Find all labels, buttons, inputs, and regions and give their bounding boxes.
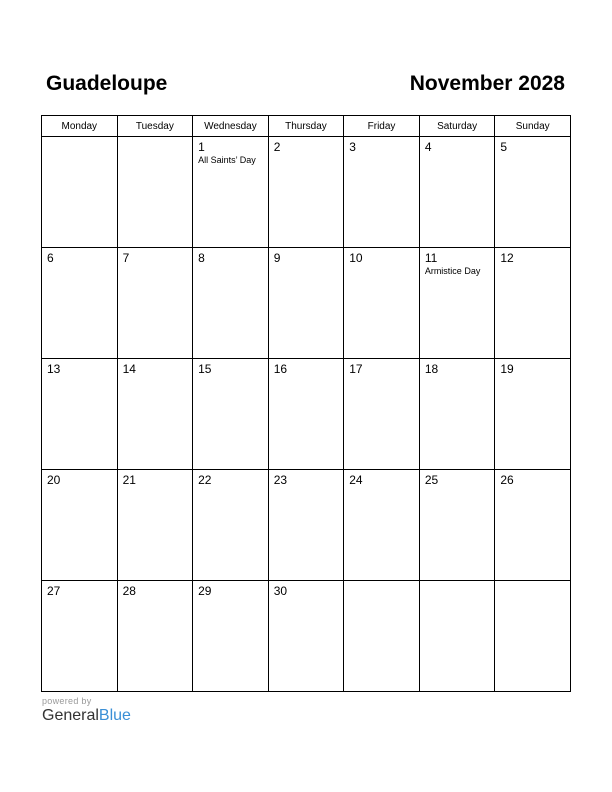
day-number: 20: [47, 473, 61, 487]
day-cell: [193, 137, 269, 248]
day-cell: [495, 359, 571, 470]
powered-by-text: powered by: [42, 696, 92, 706]
day-number: 19: [500, 362, 514, 376]
day-number: 18: [424, 362, 439, 376]
day-number: 16: [273, 362, 288, 376]
day-number: 25: [424, 473, 439, 487]
day-cell: [268, 470, 344, 581]
day-number: 5: [500, 140, 508, 154]
day-cell: [344, 581, 420, 692]
day-cell: [42, 470, 118, 581]
day-number: 24: [349, 473, 363, 487]
day-cell: [344, 248, 420, 359]
day-cell: [117, 470, 193, 581]
day-cell: [193, 470, 269, 581]
day-number: 3: [349, 140, 356, 154]
week-row: [42, 359, 571, 470]
holiday-label: All Saints’ Day: [198, 155, 256, 165]
day-number: 21: [122, 473, 136, 487]
day-cell: [117, 359, 193, 470]
day-cell: [117, 248, 193, 359]
day-number: 1: [198, 140, 205, 154]
day-number: 17: [349, 362, 363, 376]
brand-blue-text: Blue: [98, 707, 131, 724]
day-cell: [42, 137, 118, 248]
week-row: [42, 581, 571, 692]
day-cell: [268, 248, 344, 359]
week-row: [42, 137, 571, 248]
day-number: 6: [47, 251, 54, 265]
day-cell: [344, 137, 420, 248]
day-number: 8: [198, 251, 205, 265]
day-number: 22: [198, 473, 212, 487]
day-cell: [495, 581, 571, 692]
day-number: 4: [424, 140, 432, 154]
day-cell: [419, 470, 495, 581]
day-number: 10: [349, 251, 363, 265]
brand-general-text: General: [42, 707, 99, 724]
day-number: 15: [198, 362, 212, 376]
day-number: 14: [122, 362, 136, 376]
day-cell: [42, 581, 118, 692]
weekday-header: Wednesday: [193, 116, 269, 137]
day-cell: [495, 248, 571, 359]
weekday-header: Saturday: [419, 116, 495, 137]
day-cell: [42, 248, 118, 359]
month-year-title: November 2028: [409, 72, 565, 95]
day-number: 26: [500, 473, 514, 487]
day-cell: [419, 248, 495, 359]
day-cell: [344, 470, 420, 581]
brand-logo[interactable]: [42, 707, 131, 725]
week-row: [42, 248, 571, 359]
weekday-header: Thursday: [268, 116, 344, 137]
weekday-header: Monday: [42, 116, 118, 137]
day-cell: [268, 137, 344, 248]
day-number: 9: [273, 251, 281, 265]
weekday-header: Sunday: [495, 116, 571, 137]
day-cell: [495, 137, 571, 248]
day-cell: [268, 359, 344, 470]
day-cell: [268, 581, 344, 692]
day-number: 2: [273, 140, 281, 154]
day-number: 23: [273, 473, 288, 487]
day-cell: [193, 359, 269, 470]
day-number: 7: [122, 251, 130, 265]
calendar-grid: [41, 115, 571, 692]
day-number: 27: [47, 584, 61, 598]
day-number: 11: [424, 251, 438, 265]
day-cell: [419, 581, 495, 692]
day-number: 13: [47, 362, 61, 376]
holiday-label: Armistice Day: [424, 266, 481, 276]
day-cell: [117, 581, 193, 692]
day-cell: [117, 137, 193, 248]
footer-branding: [42, 696, 131, 725]
week-row: [42, 470, 571, 581]
weekday-header-row: [42, 116, 571, 137]
day-number: 30: [273, 584, 288, 598]
day-cell: [193, 581, 269, 692]
day-cell: [495, 470, 571, 581]
day-number: 28: [122, 584, 136, 598]
day-cell: [42, 359, 118, 470]
day-number: 12: [500, 251, 514, 265]
day-number: 29: [198, 584, 212, 598]
day-cell: [344, 359, 420, 470]
weekday-header: Friday: [344, 116, 420, 137]
region-title: Guadeloupe: [46, 72, 168, 95]
weekday-header: Tuesday: [117, 116, 193, 137]
day-cell: [193, 248, 269, 359]
day-cell: [419, 359, 495, 470]
day-cell: [419, 137, 495, 248]
